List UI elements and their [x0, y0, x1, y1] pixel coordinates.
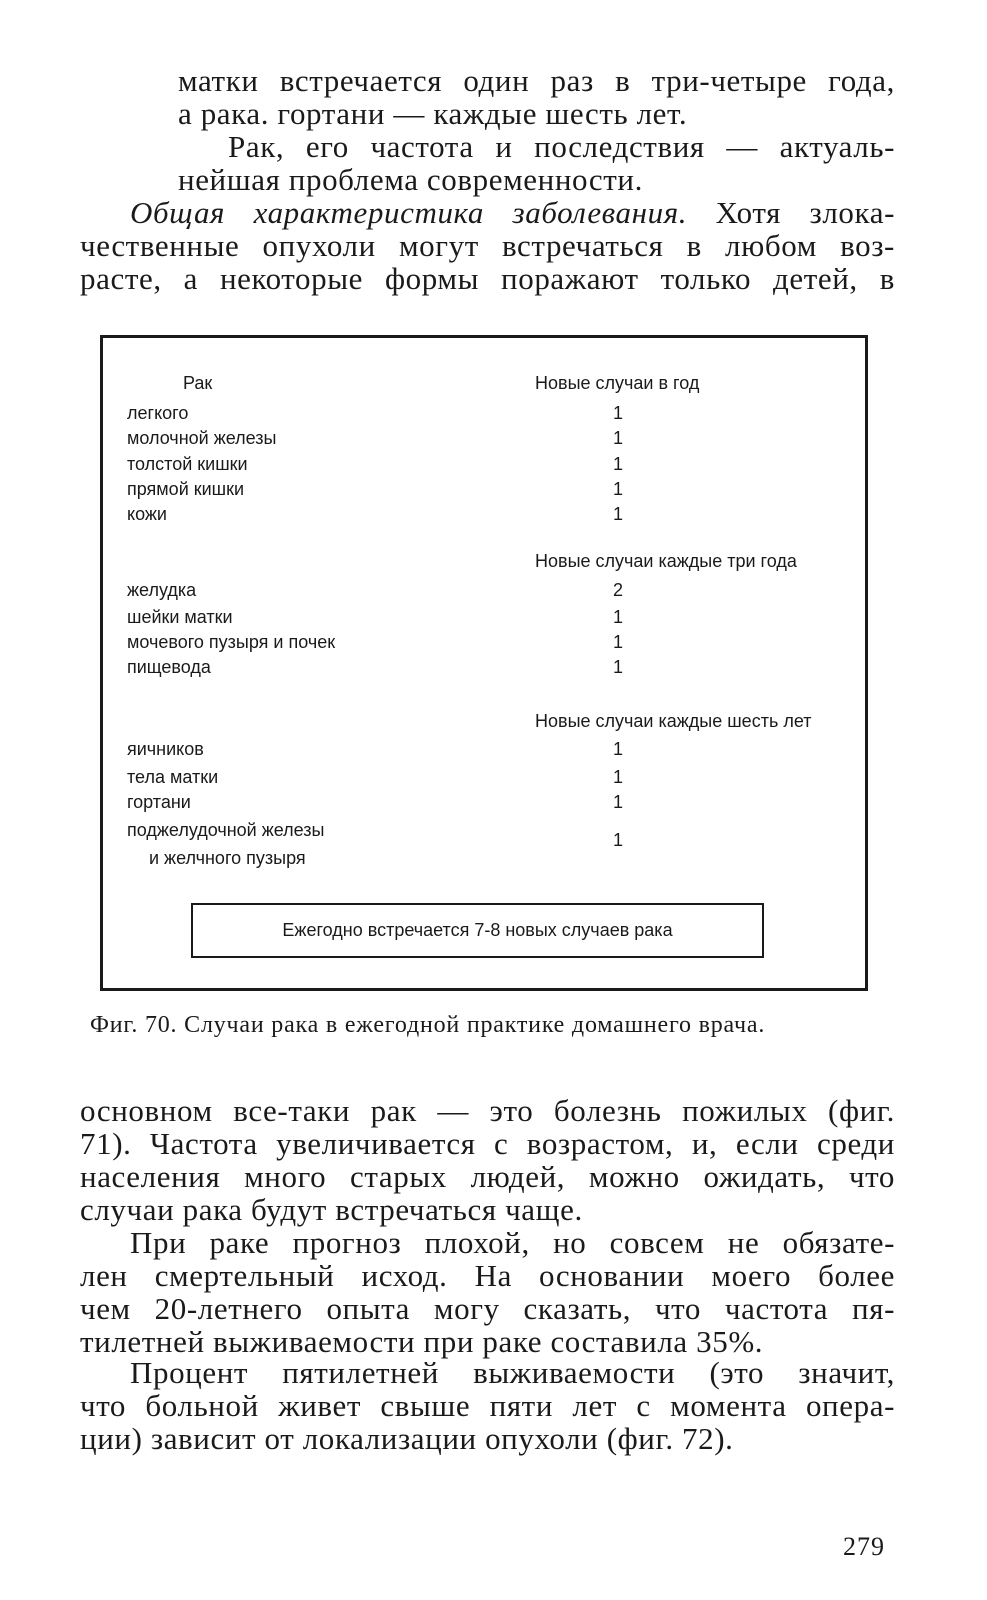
text-line: ции) зависит от локализации опухоли (фиг. 72). — [80, 1421, 734, 1456]
row-name: яичников — [127, 739, 204, 759]
text-line: основном все-таки рак — это болезнь пожилых (фиг. — [80, 1093, 895, 1128]
text-line: матки встречается один раз в три-четыре года, — [178, 63, 895, 98]
text-line: 71). Частота увеличивается с возрастом, и, если среди — [80, 1126, 895, 1161]
text-line: а рака. гортани — каждые шесть лет. — [178, 96, 688, 131]
group-header-three-years: Новые случаи каждые три года — [535, 551, 797, 571]
text-line: чественные опухоли могут встречаться в любом воз- — [80, 228, 895, 263]
row-name: мочевого пузыря и почек — [127, 632, 336, 652]
paragraph-prognosis — [80, 1226, 895, 1358]
text-line: лен смертельный исход. На основании моего более — [80, 1258, 895, 1293]
text-line: населения много старых людей, можно ожидать, что — [80, 1159, 895, 1194]
row-name: шейки матки — [127, 607, 233, 627]
row-value: 1 — [613, 428, 624, 448]
total-summary-text: Ежегодно встречается 7-8 новых случаев рака — [282, 920, 673, 940]
figure-header-cancer: Рак — [183, 373, 213, 393]
group-header-six-years: Новые случаи каждые шесть лет — [535, 711, 812, 731]
row-value: 1 — [613, 479, 624, 499]
text-line: Рак, его частота и последствия — актуаль- — [228, 129, 895, 164]
figure-caption: Фиг. 70. Случаи рака в ежегодной практике домашнего врача. — [90, 1012, 766, 1038]
row-name: прямой кишки — [127, 479, 245, 499]
text-line: тилетней выживаемости при раке составила 35%. — [80, 1324, 764, 1359]
italic-heading: Общая характеристика заболевания. — [130, 195, 688, 230]
paragraph-continuation — [80, 64, 895, 130]
row-name: пищевода — [127, 657, 211, 677]
total-summary-box — [191, 903, 764, 958]
text-fragment: Хотя злока- — [687, 195, 895, 230]
paragraph-survival — [80, 1356, 895, 1455]
row-value: 1 — [613, 792, 624, 812]
row-name: поджелудочной железы — [127, 820, 325, 840]
row-value: 1 — [613, 657, 624, 677]
row-value: 1 — [613, 504, 624, 524]
row-value: 1 — [613, 632, 624, 652]
text-line: Процент пятилетней выживаемости (это значит, — [130, 1355, 895, 1390]
row-value: 1 — [613, 767, 624, 787]
row-name: гортани — [127, 792, 191, 812]
row-name: толстой кишки — [127, 454, 248, 474]
row-value: 1 — [613, 403, 624, 423]
row-name: молочной железы — [127, 428, 277, 448]
text-line: расте, а некоторые формы поражают только детей, в — [80, 261, 895, 296]
row-name: тела матки — [127, 767, 219, 787]
row-value: 1 — [613, 739, 624, 759]
text-line: При раке прогноз плохой, но совсем не обязате- — [130, 1225, 895, 1260]
page-number: 279 — [843, 1532, 885, 1561]
row-name-continuation: и желчного пузыря — [149, 848, 306, 868]
row-value: 1 — [613, 830, 624, 850]
text-line: случаи рака будут встречаться чаще. — [80, 1192, 583, 1227]
row-value: 2 — [613, 580, 624, 600]
paragraph-age — [80, 1094, 895, 1226]
row-value: 1 — [613, 607, 624, 627]
group-header-yearly: Новые случаи в год — [535, 373, 700, 393]
figure-cancer-cases — [100, 335, 868, 991]
paragraph-problem — [80, 130, 895, 196]
text-line: что больной живет свыше пяти лет с момента опера- — [80, 1388, 895, 1423]
row-value: 1 — [613, 454, 624, 474]
text-line: чем 20-летнего опыта могу сказать, что частота пя- — [80, 1291, 895, 1326]
text-line: нейшая проблема современности. — [178, 162, 643, 197]
paragraph-general — [80, 196, 895, 295]
row-name: легкого — [127, 403, 189, 423]
text-line — [80, 196, 895, 229]
row-name: желудка — [127, 580, 197, 600]
row-name: кожи — [127, 504, 167, 524]
